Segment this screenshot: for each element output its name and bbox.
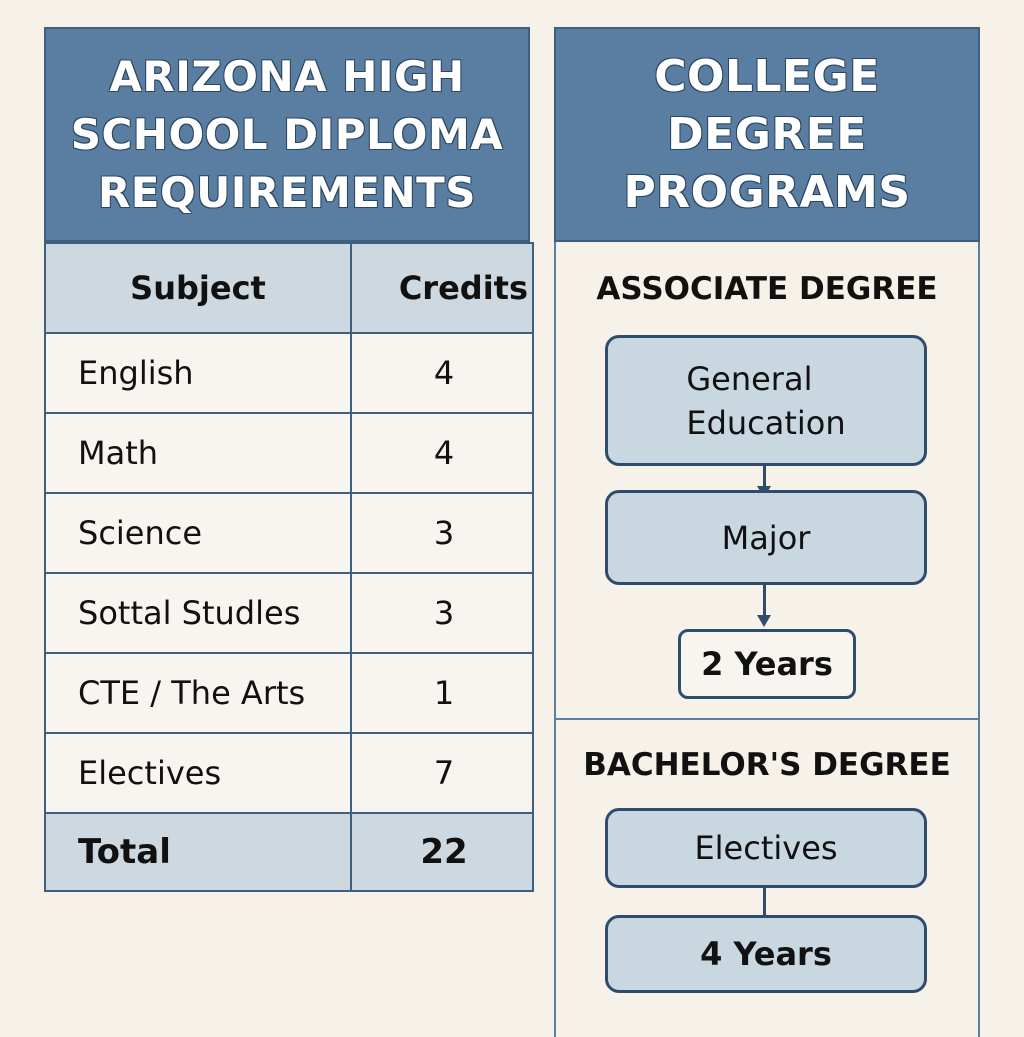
table-row bbox=[45, 733, 533, 813]
diploma-header-line-1: ARIZONA HIGH bbox=[109, 51, 465, 101]
credits-cell: 7 bbox=[351, 733, 533, 813]
subject-cell: CTE / The Arts bbox=[45, 653, 351, 733]
college-header-line-2: DEGREE bbox=[667, 108, 867, 160]
table-row bbox=[45, 333, 533, 413]
table-row bbox=[45, 573, 533, 653]
general-education-box bbox=[605, 335, 927, 466]
credits-cell: 4 bbox=[351, 413, 533, 493]
major-box bbox=[605, 490, 927, 585]
electives-label: Electives bbox=[694, 829, 838, 867]
bachelor-degree-title: BACHELOR'S DEGREE bbox=[583, 747, 951, 783]
general-education-line-1: General bbox=[686, 359, 813, 398]
major-label: Major bbox=[721, 518, 811, 557]
arrow-connector bbox=[763, 585, 766, 615]
table-row bbox=[45, 413, 533, 493]
table-row bbox=[45, 653, 533, 733]
bachelor-duration: 4 Years bbox=[700, 935, 832, 973]
diploma-header-line-2: SCHOOL DIPLOMA bbox=[70, 109, 504, 159]
subject-cell: Science bbox=[45, 493, 351, 573]
credits-table bbox=[44, 242, 534, 892]
credits-cell: 1 bbox=[351, 653, 533, 733]
general-education-line-2: Education bbox=[686, 403, 846, 442]
college-header bbox=[554, 27, 980, 242]
associate-duration-box bbox=[678, 629, 856, 699]
subject-cell: Electives bbox=[45, 733, 351, 813]
electives-box bbox=[605, 808, 927, 888]
arrow-down-icon bbox=[757, 615, 771, 627]
table-header-row bbox=[45, 243, 533, 333]
credits-cell: 3 bbox=[351, 493, 533, 573]
arrow-connector bbox=[763, 466, 766, 488]
bachelor-duration-box bbox=[605, 915, 927, 993]
column-header-credits: Credits bbox=[351, 243, 533, 333]
associate-duration: 2 Years bbox=[701, 645, 833, 683]
subject-cell: Math bbox=[45, 413, 351, 493]
diploma-header bbox=[44, 27, 530, 242]
credits-cell: 3 bbox=[351, 573, 533, 653]
total-label: Total bbox=[45, 813, 351, 891]
diploma-requirements-panel bbox=[44, 27, 532, 889]
associate-degree-title: ASSOCIATE DEGREE bbox=[596, 271, 938, 307]
college-header-line-1: COLLEGE bbox=[654, 50, 880, 102]
subject-cell: English bbox=[45, 333, 351, 413]
total-value: 22 bbox=[351, 813, 533, 891]
diploma-header-line-3: REQUIREMENTS bbox=[97, 167, 477, 217]
column-header-subject: Subject bbox=[45, 243, 351, 333]
college-header-line-3: PROGRAMS bbox=[623, 166, 911, 218]
table-row bbox=[45, 493, 533, 573]
connector-line bbox=[763, 888, 766, 915]
subject-cell: Sottal Studles bbox=[45, 573, 351, 653]
total-row bbox=[45, 813, 533, 891]
college-programs-panel bbox=[554, 27, 980, 1037]
credits-cell: 4 bbox=[351, 333, 533, 413]
section-divider bbox=[556, 718, 978, 720]
